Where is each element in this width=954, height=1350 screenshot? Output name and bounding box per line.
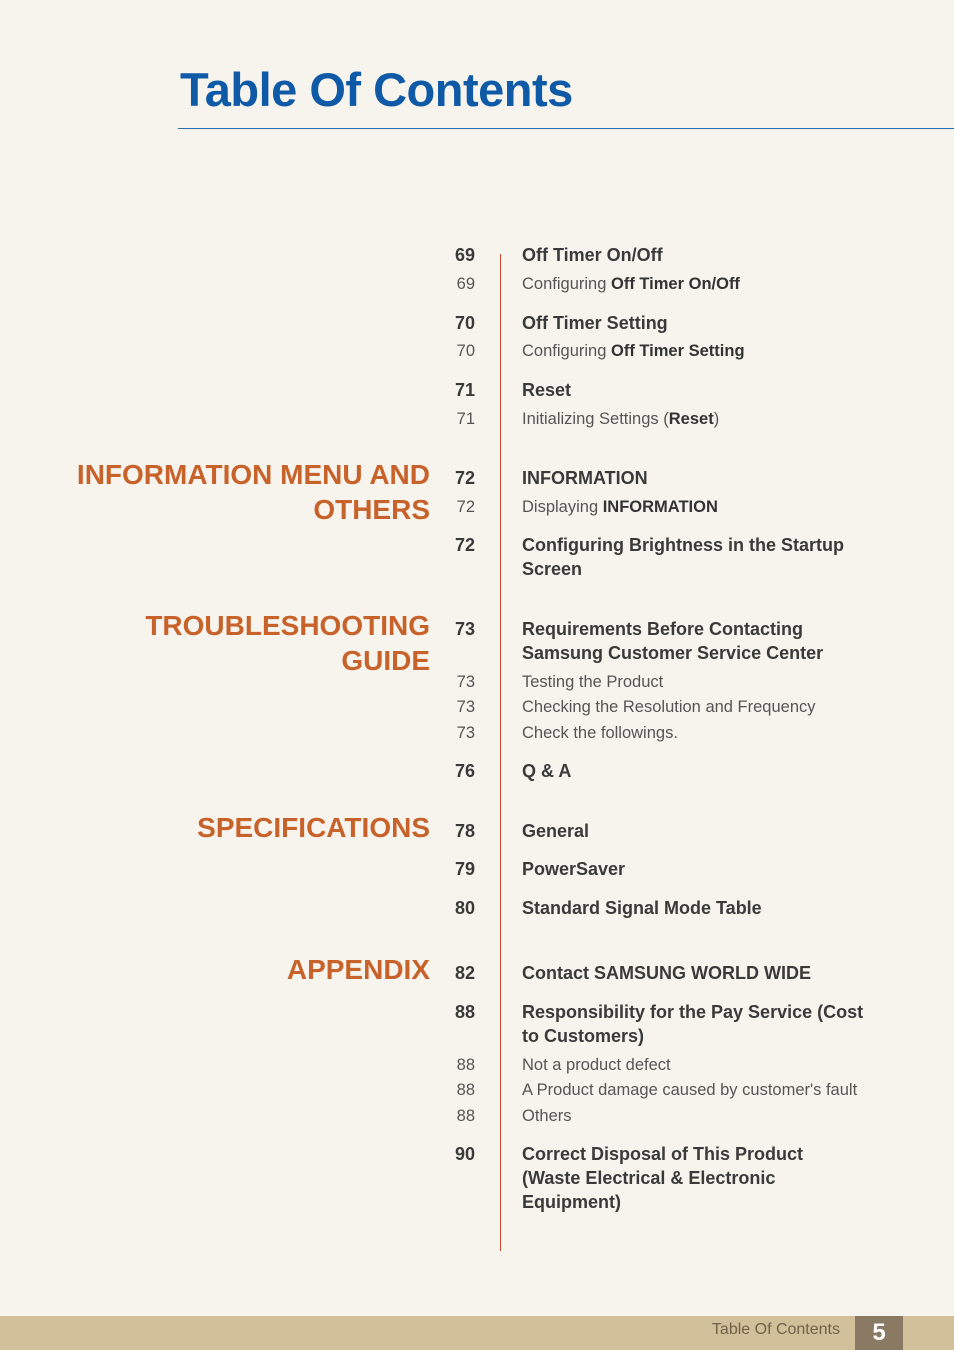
entry-title: Reset bbox=[522, 380, 572, 400]
section-appendix: APPENDIX bbox=[286, 954, 430, 985]
entry-title: Standard Signal Mode Table bbox=[522, 898, 762, 918]
page-number: 79 bbox=[454, 859, 475, 879]
entry-title: Others bbox=[522, 1107, 572, 1125]
entry-title: Correct Disposal of This Product (Waste Electrical & Electronic Equipment) bbox=[522, 1144, 804, 1212]
entry-title: Contact SAMSUNG WORLD WIDE bbox=[522, 963, 811, 983]
entry-title: Off Timer On/Off bbox=[522, 245, 663, 265]
entry-title: Q & A bbox=[522, 761, 572, 781]
page-number: 88 bbox=[456, 1081, 475, 1099]
page-number: 78 bbox=[454, 821, 475, 841]
page-number: 69 bbox=[456, 275, 475, 293]
entry-title: Responsibility for the Pay Service (Cost to Customers) bbox=[522, 1002, 864, 1046]
page-number-box: 5 bbox=[855, 1316, 903, 1350]
page-number: 88 bbox=[454, 1002, 475, 1022]
title-rule bbox=[178, 128, 954, 129]
entry-title: Displaying INFORMATION bbox=[522, 498, 718, 516]
page-number: 73 bbox=[456, 673, 475, 691]
entry-title: Configuring Brightness in the Startup Screen bbox=[522, 535, 844, 579]
page-number: 71 bbox=[454, 380, 475, 400]
page-number: 70 bbox=[456, 342, 475, 360]
entry-title: INFORMATION bbox=[522, 468, 648, 488]
entry-title: Testing the Product bbox=[522, 673, 664, 691]
entry-title: Check the followings. bbox=[522, 724, 678, 742]
section-information-menu-and-others bbox=[77, 457, 430, 527]
entry-title: Checking the Resolution and Frequency bbox=[522, 698, 816, 716]
entry-title: Configuring Off Timer On/Off bbox=[522, 275, 740, 293]
page-number: 72 bbox=[456, 498, 475, 516]
page-number: 72 bbox=[454, 468, 475, 488]
page-number: 73 bbox=[456, 698, 475, 716]
entry-title: General bbox=[522, 821, 590, 841]
section-line: TROUBLESHOOTING bbox=[145, 610, 430, 641]
page-title: Table Of Contents bbox=[180, 63, 573, 116]
page-number: 82 bbox=[454, 963, 475, 983]
section-troubleshooting-guide bbox=[145, 608, 430, 678]
section-specifications: SPECIFICATIONS bbox=[197, 812, 430, 843]
entry-title: Requirements Before Contacting Samsung Customer Service Center bbox=[522, 619, 824, 663]
entry-title: Off Timer Setting bbox=[522, 313, 668, 333]
page-number: 69 bbox=[454, 245, 475, 265]
section-line: OTHERS bbox=[313, 494, 430, 525]
page-number: 72 bbox=[454, 535, 475, 555]
entry-title: A Product damage caused by customer's fault bbox=[522, 1081, 858, 1099]
page-number: 73 bbox=[454, 619, 475, 639]
page-number: 73 bbox=[456, 724, 475, 742]
entry-title: Initializing Settings (Reset) bbox=[522, 410, 720, 428]
page-number: 70 bbox=[454, 313, 475, 333]
page-number: 76 bbox=[454, 761, 475, 781]
entry-title: Not a product defect bbox=[522, 1056, 671, 1074]
page-number: 71 bbox=[456, 410, 475, 428]
section-line: INFORMATION MENU AND bbox=[76, 459, 430, 490]
page-number: 88 bbox=[456, 1056, 475, 1074]
entry-title: Configuring Off Timer Setting bbox=[522, 342, 745, 360]
section-line: GUIDE bbox=[341, 645, 430, 676]
page-number: 90 bbox=[454, 1144, 475, 1164]
entry-title: PowerSaver bbox=[522, 859, 626, 879]
page-number: 88 bbox=[456, 1107, 475, 1125]
page-number: 80 bbox=[454, 898, 475, 918]
toc-divider-line bbox=[500, 254, 501, 1251]
footer-label: Table Of Contents bbox=[711, 1321, 840, 1338]
